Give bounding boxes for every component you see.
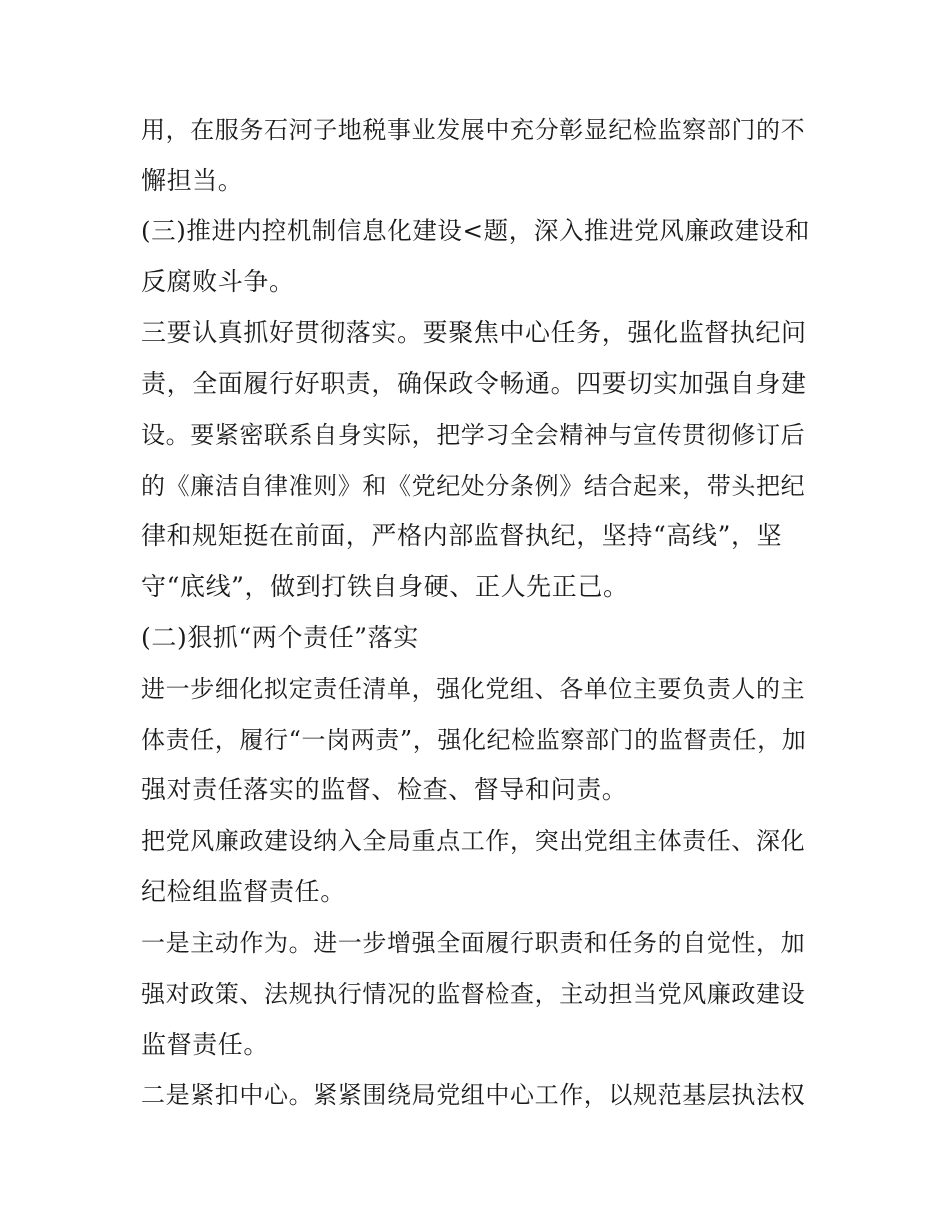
text-line: 三要认真抓好贯彻落实。要聚焦中心任务，强化监督执纪问 <box>141 318 807 347</box>
text-line: 责，全面履行好职责，确保政令畅通。四要切实加强自身建 <box>141 369 807 398</box>
text-line: 强对政策、法规执行情况的监督检查，主动担当党风廉政建设 <box>141 980 806 1008</box>
text-line: 一是主动作为。进一步增强全面履行职责和任务的自觉性，加 <box>141 929 806 957</box>
text-line: 律和规矩挺在前面，严格内部监督执纪，坚持“高线”，坚 <box>141 521 783 550</box>
text-line: 把党风廉政建设纳入全局重点工作，突出党组主体责任、深化 <box>141 827 806 855</box>
text-line: 用，在服务石河子地税事业发展中充分彰显纪检监察部门的不 <box>141 116 806 144</box>
text-line: 守“底线”，做到打铁自身硬、正人先正己。 <box>141 572 629 601</box>
text-line: 进一步细化拟定责任清单，强化党组、各单位主要负责人的主 <box>141 675 806 703</box>
text-line: 的《廉洁自律准则》和《党纪处分条例》结合起来，带头把纪 <box>141 472 806 500</box>
text-line: 体责任，履行“一岗两责”，强化纪检监察部门的监督责任，加 <box>141 726 807 754</box>
text-line: 懈担当。 <box>141 166 244 195</box>
text-line: 二是紧扣中心。紧紧围绕局党组中心工作，以规范基层执法权 <box>141 1081 806 1109</box>
text-line: 强对责任落实的监督、检查、督导和问责。 <box>141 775 628 804</box>
section-heading: (三)推进内控机制信息化建设<题，深入推进党风廉政建设和 <box>141 216 810 245</box>
text-line: 反腐败斗争。 <box>141 267 295 296</box>
section-heading: (二)狠抓“两个责任”落实 <box>141 623 419 652</box>
text-line: 设。要紧密联系自身实际，把学习全会精神与宣传贯彻修订后 <box>141 421 806 449</box>
text-line: 监督责任。 <box>141 1030 270 1059</box>
text-line: 纪检组监督责任。 <box>141 877 346 906</box>
